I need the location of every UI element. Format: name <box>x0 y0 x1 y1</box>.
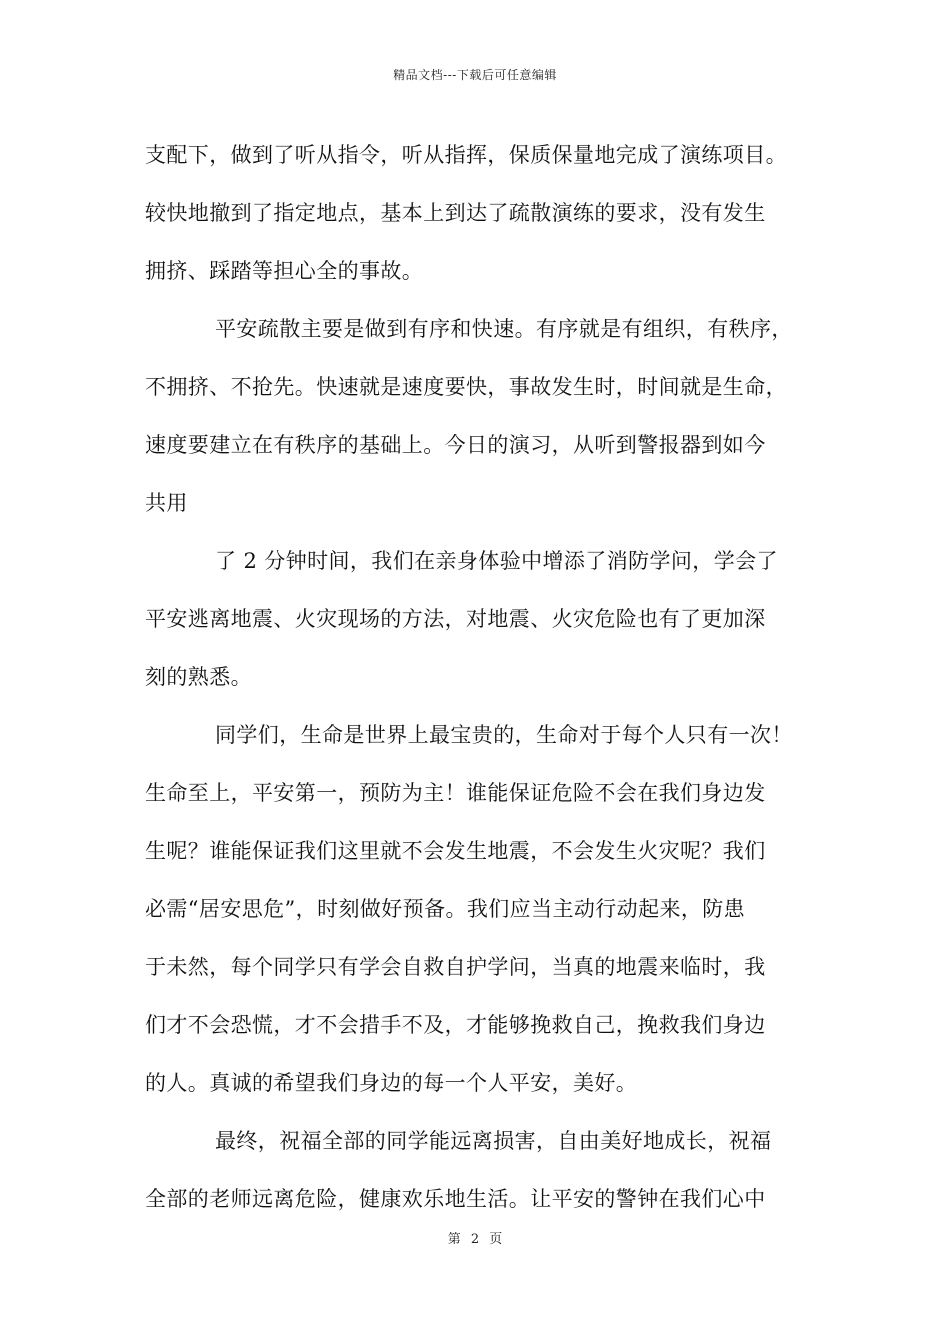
paragraph-line: 平安逃离地震、火灾现场的方法，对地震、火灾危险也有了更加深 <box>145 607 766 631</box>
page-label-suffix: 页 <box>489 1232 503 1247</box>
paragraph-line: 速度要建立在有秩序的基础上。今日的演习，从听到警报器到如今 <box>145 433 766 457</box>
paragraph-line: 拥挤、踩踏等担心全的事故。 <box>145 259 424 283</box>
paragraph-line: 必需“居安思危”，时刻做好预备。我们应当主动行动起来，防患 <box>145 897 746 921</box>
paragraph-line: 不拥挤、不抢先。快速就是速度要快，事故发生时，时间就是生命， <box>145 375 787 399</box>
paragraph-line: 最终，祝福全部的同学能远离损害，自由美好地成长，祝福 <box>215 1129 772 1153</box>
document-body <box>145 126 815 1228</box>
page-label-prefix: 第 <box>447 1232 461 1247</box>
paragraph-line: 共用 <box>145 491 188 515</box>
paragraph-line: 生呢？谁能保证我们这里就不会发生地震，不会发生火灾呢？我们 <box>145 839 766 863</box>
paragraph-line: 刻的熟悉。 <box>145 665 252 689</box>
page-header: 精品文档---下载后可任意编辑 <box>393 68 557 82</box>
paragraph-line: 的人。真诚的希望我们身边的每一个人平安，美好。 <box>145 1071 638 1095</box>
paragraph-line: 全部的老师远离危险，健康欢乐地生活。让平安的警钟在我们心中 <box>145 1187 766 1211</box>
paragraph-line: 们才不会恐慌，才不会措手不及，才能够挽救自己，挽救我们身边 <box>145 1013 766 1037</box>
paragraph-line: 支配下，做到了听从指令，听从指挥，保质保量地完成了演练项目。 <box>145 143 787 167</box>
page-footer <box>0 1228 950 1247</box>
paragraph-line: 生命至上，平安第一，预防为主！谁能保证危险不会在我们身边发 <box>145 781 766 805</box>
paragraph-line: 了 2 分钟时间，我们在亲身体验中增添了消防学问，学会了 <box>215 549 778 573</box>
paragraph-line: 平安疏散主要是做到有序和快速。有序就是有组织，有秩序， <box>215 317 793 341</box>
paragraph-line: 于未然，每个同学只有学会自救自护学问，当真的地震来临时，我 <box>145 955 766 979</box>
paragraph-line: 同学们，生命是世界上最宝贵的，生命对于每个人只有一次！ <box>215 723 793 747</box>
page-number: 2 <box>470 1232 480 1247</box>
paragraph-line: 较快地撤到了指定地点，基本上到达了疏散演练的要求，没有发生 <box>145 201 766 225</box>
